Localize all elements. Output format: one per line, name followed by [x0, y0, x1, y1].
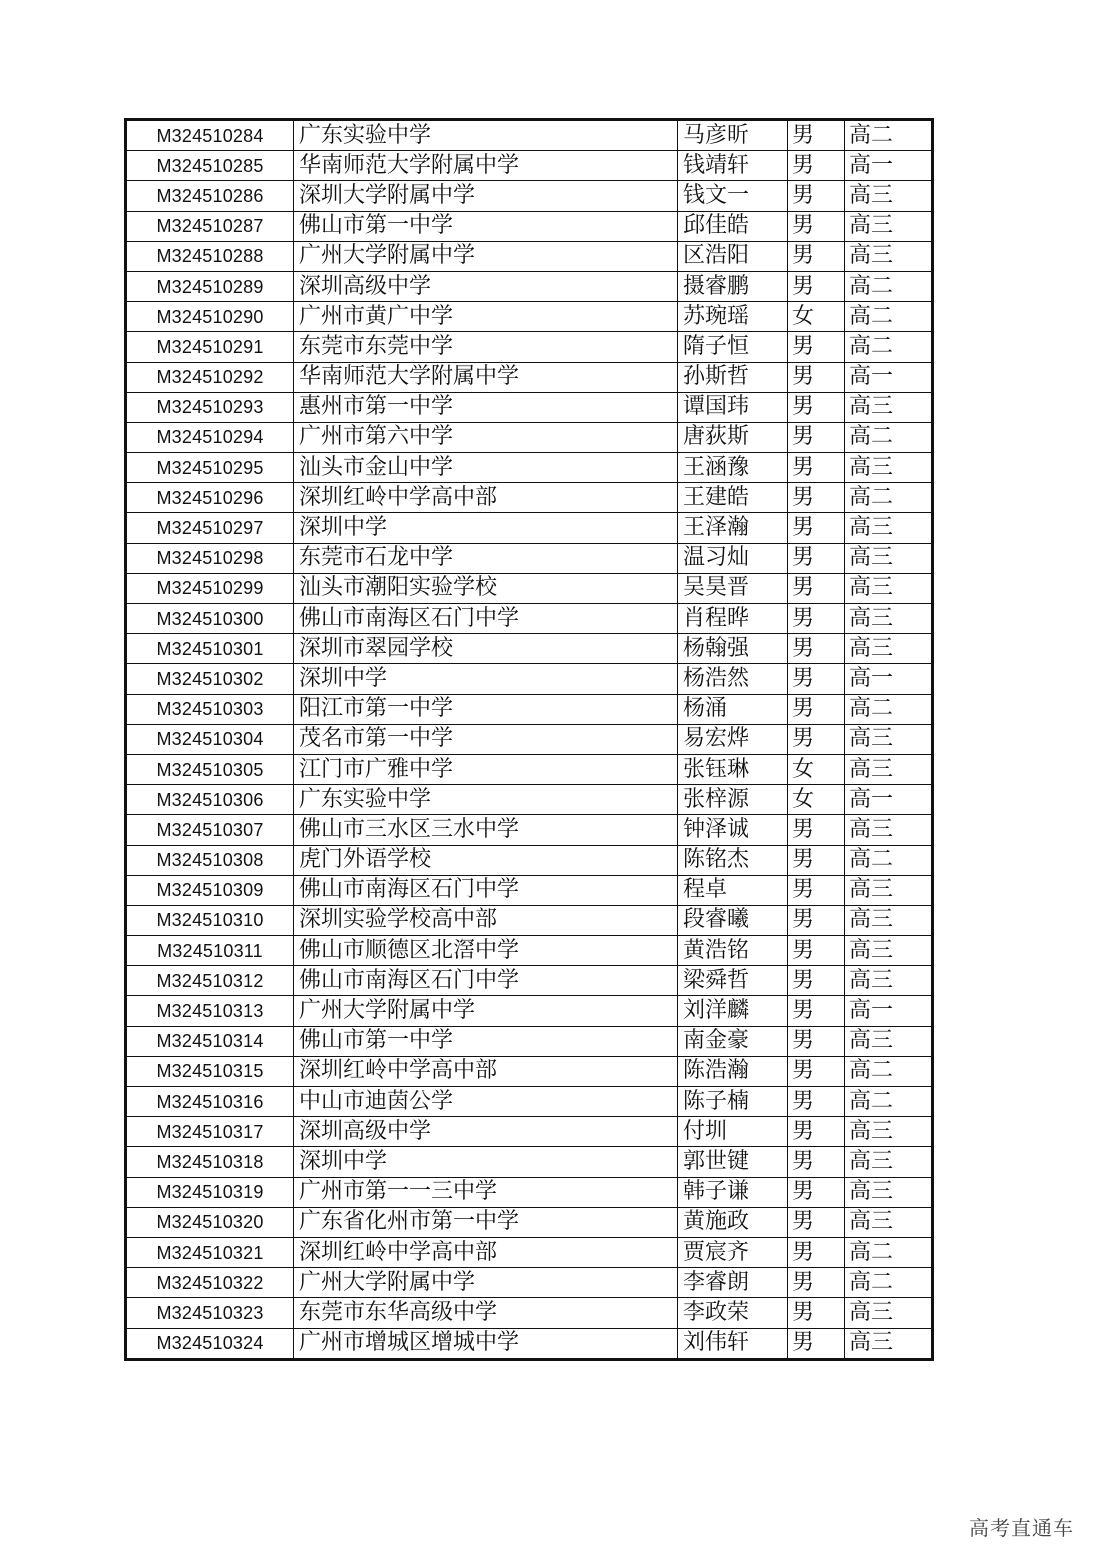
table-row: [126, 1117, 933, 1147]
grade-cell: 高三: [845, 1177, 933, 1207]
school-cell: 深圳中学: [294, 513, 678, 543]
gender-cell: 男: [788, 120, 845, 151]
grade-cell: 高一: [845, 151, 933, 181]
gender-cell: 女: [788, 302, 845, 332]
grade-cell: 高二: [845, 120, 933, 151]
student-id-cell: M324510307: [126, 815, 294, 845]
grade-cell: 高三: [845, 905, 933, 935]
table-row: [126, 453, 933, 483]
table-row: [126, 543, 933, 573]
grade-cell: 高三: [845, 211, 933, 241]
gender-cell: 男: [788, 966, 845, 996]
grade-cell: 高三: [845, 392, 933, 422]
student-id-cell: M324510285: [126, 151, 294, 181]
grade-cell: 高二: [845, 694, 933, 724]
school-cell: 广州大学附属中学: [294, 996, 678, 1026]
student-id-cell: M324510323: [126, 1298, 294, 1328]
student-list-body: [126, 120, 933, 1360]
table-row: [126, 483, 933, 513]
student-name-cell: 刘伟轩: [678, 1328, 788, 1359]
table-row: [126, 694, 933, 724]
table-row: [126, 573, 933, 603]
student-id-cell: M324510312: [126, 966, 294, 996]
student-id-cell: M324510284: [126, 120, 294, 151]
school-cell: 佛山市三水区三水中学: [294, 815, 678, 845]
school-cell: 佛山市南海区石门中学: [294, 966, 678, 996]
student-id-cell: M324510306: [126, 785, 294, 815]
gender-cell: 男: [788, 151, 845, 181]
table-row: [126, 966, 933, 996]
table-row: [126, 1147, 933, 1177]
table-row: [126, 604, 933, 634]
grade-cell: 高二: [845, 271, 933, 301]
grade-cell: 高三: [845, 1328, 933, 1359]
table-row: [126, 845, 933, 875]
gender-cell: 男: [788, 1328, 845, 1359]
gender-cell: 男: [788, 634, 845, 664]
grade-cell: 高三: [845, 1117, 933, 1147]
gender-cell: 男: [788, 1207, 845, 1237]
student-id-cell: M324510317: [126, 1117, 294, 1147]
table-row: [126, 332, 933, 362]
table-row: [126, 754, 933, 784]
student-id-cell: M324510302: [126, 664, 294, 694]
student-name-cell: 谭国玮: [678, 392, 788, 422]
school-cell: 深圳红岭中学高中部: [294, 1056, 678, 1086]
student-name-cell: 王涵豫: [678, 453, 788, 483]
school-cell: 深圳高级中学: [294, 271, 678, 301]
gender-cell: 男: [788, 724, 845, 754]
grade-cell: 高二: [845, 302, 933, 332]
grade-cell: 高三: [845, 573, 933, 603]
gender-cell: 男: [788, 905, 845, 935]
school-cell: 广州市第六中学: [294, 422, 678, 452]
grade-cell: 高二: [845, 1087, 933, 1117]
school-cell: 广东实验中学: [294, 120, 678, 151]
gender-cell: 男: [788, 1117, 845, 1147]
table-row: [126, 1087, 933, 1117]
gender-cell: 男: [788, 271, 845, 301]
student-name-cell: 钟泽诚: [678, 815, 788, 845]
student-name-cell: 肖程晔: [678, 604, 788, 634]
student-name-cell: 唐荻斯: [678, 422, 788, 452]
watermark: 高考直通车: [969, 1516, 1074, 1540]
student-id-cell: M324510292: [126, 362, 294, 392]
student-name-cell: 黄浩铭: [678, 936, 788, 966]
table-row: [126, 1237, 933, 1267]
student-name-cell: 孙斯哲: [678, 362, 788, 392]
gender-cell: 男: [788, 664, 845, 694]
gender-cell: 男: [788, 996, 845, 1026]
student-id-cell: M324510298: [126, 543, 294, 573]
student-id-cell: M324510322: [126, 1268, 294, 1298]
school-cell: 深圳红岭中学高中部: [294, 483, 678, 513]
student-name-cell: 程卓: [678, 875, 788, 905]
school-cell: 佛山市南海区石门中学: [294, 604, 678, 634]
student-name-cell: 钱靖轩: [678, 151, 788, 181]
grade-cell: 高二: [845, 483, 933, 513]
gender-cell: 女: [788, 754, 845, 784]
table-row: [126, 1207, 933, 1237]
school-cell: 阳江市第一中学: [294, 694, 678, 724]
student-id-cell: M324510304: [126, 724, 294, 754]
student-id-cell: M324510315: [126, 1056, 294, 1086]
student-id-cell: M324510314: [126, 1026, 294, 1056]
student-name-cell: 梁舜哲: [678, 966, 788, 996]
student-name-cell: 易宏烨: [678, 724, 788, 754]
table-row: [126, 362, 933, 392]
table-row: [126, 1298, 933, 1328]
grade-cell: 高二: [845, 845, 933, 875]
school-cell: 华南师范大学附属中学: [294, 151, 678, 181]
school-cell: 汕头市金山中学: [294, 453, 678, 483]
grade-cell: 高三: [845, 513, 933, 543]
gender-cell: 男: [788, 1026, 845, 1056]
gender-cell: 男: [788, 332, 845, 362]
grade-cell: 高三: [845, 966, 933, 996]
student-name-cell: 温习灿: [678, 543, 788, 573]
student-name-cell: 刘洋麟: [678, 996, 788, 1026]
table-row: [126, 302, 933, 332]
student-id-cell: M324510290: [126, 302, 294, 332]
school-cell: 茂名市第一中学: [294, 724, 678, 754]
student-name-cell: 钱文一: [678, 181, 788, 211]
school-cell: 佛山市顺德区北滘中学: [294, 936, 678, 966]
student-id-cell: M324510311: [126, 936, 294, 966]
gender-cell: 男: [788, 845, 845, 875]
student-id-cell: M324510295: [126, 453, 294, 483]
student-id-cell: M324510319: [126, 1177, 294, 1207]
grade-cell: 高三: [845, 634, 933, 664]
gender-cell: 男: [788, 362, 845, 392]
gender-cell: 男: [788, 1298, 845, 1328]
gender-cell: 男: [788, 241, 845, 271]
student-name-cell: 郭世键: [678, 1147, 788, 1177]
table-row: [126, 181, 933, 211]
student-name-cell: 马彦昕: [678, 120, 788, 151]
school-cell: 佛山市第一中学: [294, 1026, 678, 1056]
table-row: [126, 1177, 933, 1207]
student-id-cell: M324510310: [126, 905, 294, 935]
school-cell: 江门市广雅中学: [294, 754, 678, 784]
student-id-cell: M324510301: [126, 634, 294, 664]
student-id-cell: M324510289: [126, 271, 294, 301]
table-row: [126, 996, 933, 1026]
student-name-cell: 区浩阳: [678, 241, 788, 271]
gender-cell: 男: [788, 422, 845, 452]
school-cell: 华南师范大学附属中学: [294, 362, 678, 392]
school-cell: 广东实验中学: [294, 785, 678, 815]
grade-cell: 高二: [845, 422, 933, 452]
table-row: [126, 815, 933, 845]
student-id-cell: M324510309: [126, 875, 294, 905]
student-id-cell: M324510316: [126, 1087, 294, 1117]
table-row: [126, 1268, 933, 1298]
table-row: [126, 785, 933, 815]
grade-cell: 高二: [845, 1268, 933, 1298]
student-name-cell: 付圳: [678, 1117, 788, 1147]
table-row: [126, 241, 933, 271]
student-id-cell: M324510296: [126, 483, 294, 513]
school-cell: 广州大学附属中学: [294, 1268, 678, 1298]
gender-cell: 男: [788, 573, 845, 603]
table-row: [126, 1056, 933, 1086]
student-id-cell: M324510286: [126, 181, 294, 211]
gender-cell: 女: [788, 785, 845, 815]
school-cell: 虎门外语学校: [294, 845, 678, 875]
table-row: [126, 724, 933, 754]
table-row: [126, 905, 933, 935]
student-name-cell: 黄施政: [678, 1207, 788, 1237]
student-id-cell: M324510305: [126, 754, 294, 784]
table-row: [126, 211, 933, 241]
table-row: [126, 513, 933, 543]
grade-cell: 高三: [845, 724, 933, 754]
gender-cell: 男: [788, 1087, 845, 1117]
grade-cell: 高二: [845, 1056, 933, 1086]
school-cell: 深圳红岭中学高中部: [294, 1237, 678, 1267]
student-name-cell: 杨涌: [678, 694, 788, 724]
table-row: [126, 392, 933, 422]
grade-cell: 高三: [845, 754, 933, 784]
table-row: [126, 634, 933, 664]
school-cell: 惠州市第一中学: [294, 392, 678, 422]
table-row: [126, 422, 933, 452]
gender-cell: 男: [788, 604, 845, 634]
student-id-cell: M324510297: [126, 513, 294, 543]
gender-cell: 男: [788, 181, 845, 211]
student-name-cell: 隋子恒: [678, 332, 788, 362]
gender-cell: 男: [788, 1056, 845, 1086]
student-name-cell: 陈浩瀚: [678, 1056, 788, 1086]
student-id-cell: M324510313: [126, 996, 294, 1026]
gender-cell: 男: [788, 483, 845, 513]
school-cell: 广州市黄广中学: [294, 302, 678, 332]
student-name-cell: 王泽瀚: [678, 513, 788, 543]
table-row: [126, 664, 933, 694]
table-row: [126, 875, 933, 905]
table-row: [126, 936, 933, 966]
student-id-cell: M324510320: [126, 1207, 294, 1237]
grade-cell: 高三: [845, 1207, 933, 1237]
grade-cell: 高一: [845, 996, 933, 1026]
grade-cell: 高三: [845, 241, 933, 271]
gender-cell: 男: [788, 211, 845, 241]
school-cell: 深圳大学附属中学: [294, 181, 678, 211]
student-id-cell: M324510321: [126, 1237, 294, 1267]
student-name-cell: 韩子谦: [678, 1177, 788, 1207]
grade-cell: 高一: [845, 362, 933, 392]
student-name-cell: 吴昊晋: [678, 573, 788, 603]
student-id-cell: M324510303: [126, 694, 294, 724]
grade-cell: 高一: [845, 785, 933, 815]
student-list-table: [124, 118, 934, 1361]
grade-cell: 高三: [845, 1298, 933, 1328]
school-cell: 广州市增城区增城中学: [294, 1328, 678, 1359]
school-cell: 广东省化州市第一中学: [294, 1207, 678, 1237]
grade-cell: 高三: [845, 604, 933, 634]
school-cell: 汕头市潮阳实验学校: [294, 573, 678, 603]
grade-cell: 高三: [845, 1026, 933, 1056]
school-cell: 佛山市南海区石门中学: [294, 875, 678, 905]
table-row: [126, 1328, 933, 1359]
student-name-cell: 摄睿鹏: [678, 271, 788, 301]
student-name-cell: 王建皓: [678, 483, 788, 513]
gender-cell: 男: [788, 1237, 845, 1267]
grade-cell: 高三: [845, 875, 933, 905]
student-name-cell: 陈子楠: [678, 1087, 788, 1117]
gender-cell: 男: [788, 513, 845, 543]
student-id-cell: M324510294: [126, 422, 294, 452]
student-id-cell: M324510299: [126, 573, 294, 603]
school-cell: 深圳中学: [294, 664, 678, 694]
gender-cell: 男: [788, 936, 845, 966]
table-row: [126, 271, 933, 301]
student-name-cell: 张钰琳: [678, 754, 788, 784]
grade-cell: 高二: [845, 332, 933, 362]
gender-cell: 男: [788, 875, 845, 905]
table-row: [126, 1026, 933, 1056]
school-cell: 深圳高级中学: [294, 1117, 678, 1147]
student-name-cell: 李睿朗: [678, 1268, 788, 1298]
grade-cell: 高三: [845, 453, 933, 483]
gender-cell: 男: [788, 543, 845, 573]
school-cell: 东莞市东莞中学: [294, 332, 678, 362]
gender-cell: 男: [788, 1268, 845, 1298]
school-cell: 深圳实验学校高中部: [294, 905, 678, 935]
gender-cell: 男: [788, 392, 845, 422]
student-name-cell: 杨翰强: [678, 634, 788, 664]
grade-cell: 高三: [845, 181, 933, 211]
grade-cell: 高三: [845, 1147, 933, 1177]
student-name-cell: 苏琬瑶: [678, 302, 788, 332]
student-name-cell: 段睿曦: [678, 905, 788, 935]
student-id-cell: M324510300: [126, 604, 294, 634]
gender-cell: 男: [788, 815, 845, 845]
student-name-cell: 贾宸齐: [678, 1237, 788, 1267]
student-name-cell: 南金豪: [678, 1026, 788, 1056]
student-id-cell: M324510291: [126, 332, 294, 362]
student-name-cell: 陈铭杰: [678, 845, 788, 875]
school-cell: 中山市迪茵公学: [294, 1087, 678, 1117]
school-cell: 东莞市东华高级中学: [294, 1298, 678, 1328]
gender-cell: 男: [788, 1177, 845, 1207]
table-row: [126, 151, 933, 181]
school-cell: 东莞市石龙中学: [294, 543, 678, 573]
gender-cell: 男: [788, 1147, 845, 1177]
school-cell: 广州市第一一三中学: [294, 1177, 678, 1207]
school-cell: 广州大学附属中学: [294, 241, 678, 271]
student-id-cell: M324510287: [126, 211, 294, 241]
school-cell: 深圳中学: [294, 1147, 678, 1177]
grade-cell: 高三: [845, 815, 933, 845]
table-row: [126, 120, 933, 151]
gender-cell: 男: [788, 694, 845, 724]
student-name-cell: 杨浩然: [678, 664, 788, 694]
student-id-cell: M324510288: [126, 241, 294, 271]
student-id-cell: M324510324: [126, 1328, 294, 1359]
grade-cell: 高一: [845, 664, 933, 694]
student-name-cell: 李政荣: [678, 1298, 788, 1328]
student-id-cell: M324510308: [126, 845, 294, 875]
school-cell: 深圳市翠园学校: [294, 634, 678, 664]
student-id-cell: M324510293: [126, 392, 294, 422]
school-cell: 佛山市第一中学: [294, 211, 678, 241]
gender-cell: 男: [788, 453, 845, 483]
grade-cell: 高二: [845, 1237, 933, 1267]
grade-cell: 高三: [845, 543, 933, 573]
student-name-cell: 邱佳皓: [678, 211, 788, 241]
student-name-cell: 张梓源: [678, 785, 788, 815]
student-id-cell: M324510318: [126, 1147, 294, 1177]
grade-cell: 高三: [845, 936, 933, 966]
